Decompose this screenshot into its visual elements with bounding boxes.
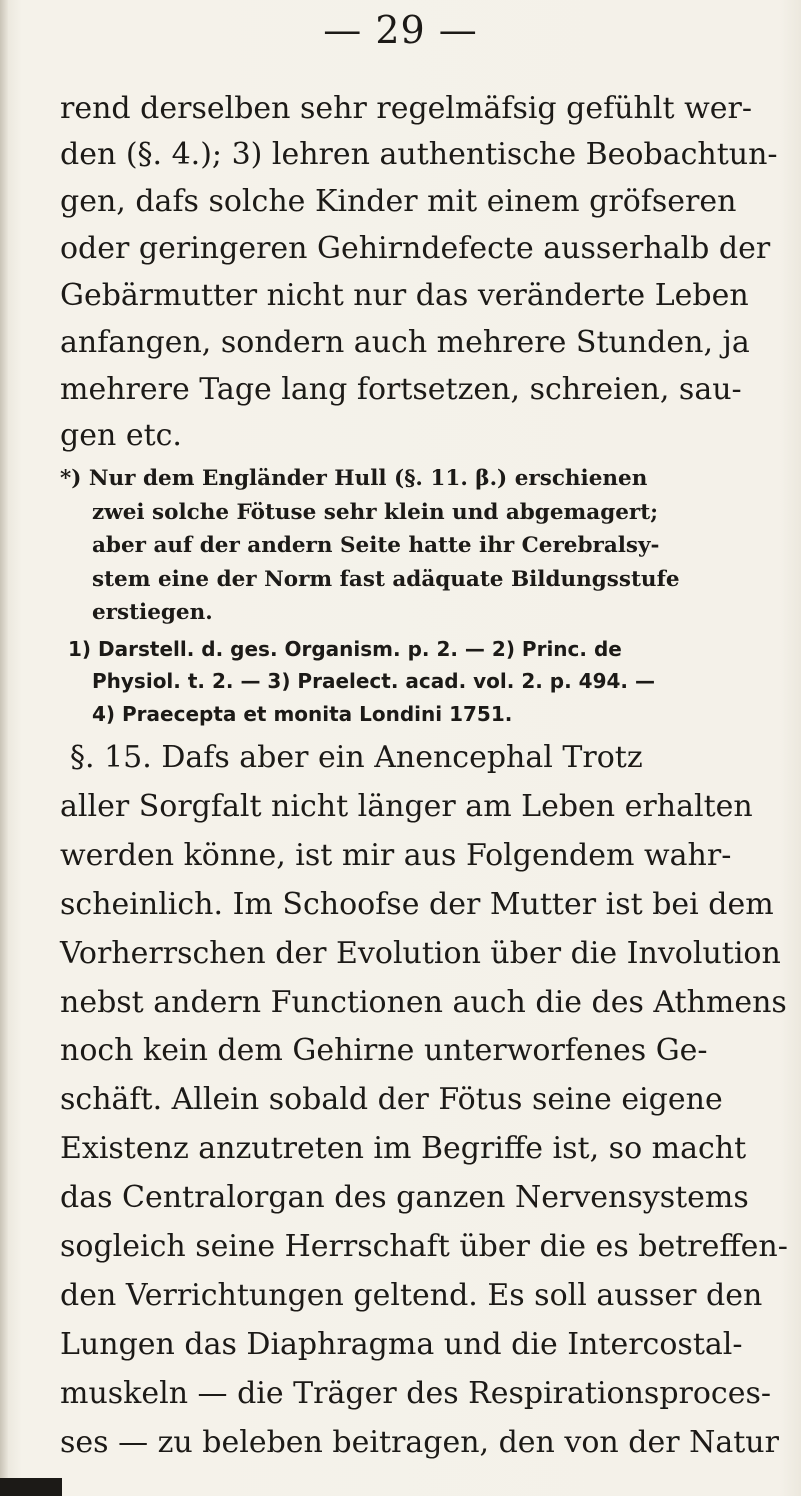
body-text-line: ses — zu beleben beitragen, den von der Natur [60,1425,779,1460]
body-text-line: schäft. Allein sobald der Fötus seine eigene [60,1082,723,1117]
footnote-line: erstiegen. [92,600,213,625]
body-text-line: Vorherrschen der Evolution über die Involution [60,936,781,971]
body-text-line: noch kein dem Gehirne unterworfenes Ge- [60,1033,708,1068]
body-text-line: den Verrichtungen geltend. Es soll ausser den [60,1278,763,1313]
body-text-line: sogleich seine Herrschaft über die es betreffen- [60,1229,788,1264]
body-text-line: gen etc. [60,418,182,453]
body-text-line: oder geringeren Gehirndefecte ausserhalb der [60,231,771,266]
page-edge-mark [0,1478,62,1496]
body-text-line: anfangen, sondern auch mehrere Stunden, ja [60,325,750,360]
body-text-line: den (§. 4.); 3) lehren authentische Beobachtun- [60,137,778,172]
body-text-line: mehrere Tage lang fortsetzen, schreien, sau- [60,372,742,407]
body-text-line: Gebärmutter nicht nur das veränderte Leben [60,278,749,313]
body-text-line: scheinlich. Im Schoofse der Mutter ist bei dem [60,887,774,922]
reference-line: Physiol. t. 2. — 3) Praelect. acad. vol. 2. p. 494. — [92,669,655,693]
body-text-line: gen, dafs solche Kinder mit einem gröfseren [60,184,737,219]
body-text-line: aller Sorgfalt nicht länger am Leben erhalten [60,789,753,824]
body-text-line: Lungen das Diaphragma und die Intercostal- [60,1327,743,1362]
body-text-line: rend derselben sehr regelmäfsig gefühlt wer- [60,91,752,126]
page-number: — 29 — [323,8,478,52]
reference-line: 1) Darstell. d. ges. Organism. p. 2. — 2) Princ. de [68,637,622,661]
section-heading-line: §. 15. Dafs aber ein Anencephal Trotz [70,740,643,775]
body-text-line: nebst andern Functionen auch die des Athmens [60,985,787,1020]
body-text-line: das Centralorgan des ganzen Nervensystems [60,1180,749,1215]
body-text-line: Existenz anzutreten im Begriffe ist, so macht [60,1131,747,1166]
body-text-line: werden könne, ist mir aus Folgendem wahr- [60,838,732,873]
reference-line: 4) Praecepta et monita Londini 1751. [92,702,513,726]
footnote-line: *) Nur dem Engländer Hull (§. 11. β.) erschienen [60,466,648,491]
footnote-line: zwei solche Fötuse sehr klein und abgemagert; [92,500,659,525]
footnote-line: stem eine der Norm fast adäquate Bildungsstufe [92,567,680,592]
body-text-line: muskeln — die Träger des Respirationsproces- [60,1376,772,1411]
footnote-line: aber auf der andern Seite hatte ihr Cerebralsy- [92,533,660,558]
binding-edge [0,0,8,1496]
